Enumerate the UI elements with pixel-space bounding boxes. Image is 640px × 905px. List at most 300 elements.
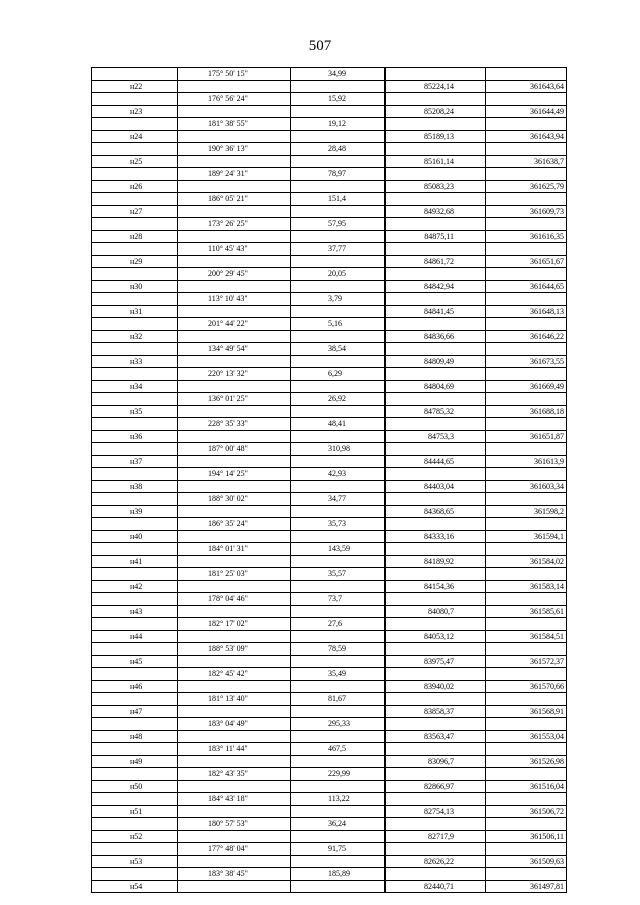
point-cell: н35 <box>92 405 178 418</box>
x-cell: 84932,68 <box>385 205 486 218</box>
y-cell <box>486 593 567 606</box>
segment-row <box>92 368 567 381</box>
distance-cell: 73,7 <box>291 593 385 606</box>
point-cell: н51 <box>92 805 178 818</box>
point-cell <box>92 193 178 206</box>
y-cell <box>486 268 567 281</box>
y-cell: 361583,14 <box>486 580 567 593</box>
point-cell: н50 <box>92 780 178 793</box>
angle-cell <box>178 380 291 393</box>
point-row <box>92 430 567 443</box>
x-cell <box>385 743 486 756</box>
x-cell <box>385 318 486 331</box>
segment-row <box>92 568 567 581</box>
point-cell: н24 <box>92 130 178 143</box>
y-cell: 361616,35 <box>486 230 567 243</box>
y-cell: 361603,34 <box>486 480 567 493</box>
point-cell <box>92 543 178 556</box>
point-row <box>92 805 567 818</box>
segment-row <box>92 143 567 156</box>
angle-cell: 201° 44' 22" <box>178 318 291 331</box>
distance-cell: 26,92 <box>291 393 385 406</box>
y-cell <box>486 318 567 331</box>
angle-cell: 184° 01' 31" <box>178 543 291 556</box>
y-cell: 361553,04 <box>486 730 567 743</box>
segment-row <box>92 793 567 806</box>
point-row <box>92 605 567 618</box>
segment-row <box>92 618 567 631</box>
angle-cell: 183° 38' 45" <box>178 868 291 881</box>
distance-cell: 3,79 <box>291 293 385 306</box>
x-cell <box>385 268 486 281</box>
angle-cell <box>178 80 291 93</box>
point-cell <box>92 493 178 506</box>
segment-row <box>92 768 567 781</box>
point-row <box>92 530 567 543</box>
x-cell <box>385 168 486 181</box>
point-row <box>92 80 567 93</box>
segment-row <box>92 343 567 356</box>
point-cell <box>92 843 178 856</box>
y-cell <box>486 568 567 581</box>
distance-cell <box>291 180 385 193</box>
y-cell: 361585,61 <box>486 605 567 618</box>
point-cell <box>92 618 178 631</box>
point-row <box>92 680 567 693</box>
angle-cell <box>178 505 291 518</box>
point-row <box>92 105 567 118</box>
angle-cell: 188° 53' 09" <box>178 643 291 656</box>
angle-cell: 177° 48' 04" <box>178 843 291 856</box>
y-cell: 361506,72 <box>486 805 567 818</box>
y-cell: 361651,87 <box>486 430 567 443</box>
x-cell: 84080,7 <box>385 605 486 618</box>
segment-row <box>92 843 567 856</box>
y-cell: 361497,81 <box>486 880 567 893</box>
distance-cell: 42,93 <box>291 468 385 481</box>
point-cell <box>92 668 178 681</box>
y-cell: 361572,37 <box>486 655 567 668</box>
x-cell: 83940,02 <box>385 680 486 693</box>
y-cell: 361613,9 <box>486 455 567 468</box>
point-row <box>92 730 567 743</box>
angle-cell: 188° 30' 02" <box>178 493 291 506</box>
x-cell: 85083,23 <box>385 180 486 193</box>
point-cell: н27 <box>92 205 178 218</box>
point-cell <box>92 68 178 81</box>
distance-cell: 37,77 <box>291 243 385 256</box>
distance-cell <box>291 105 385 118</box>
y-cell <box>486 543 567 556</box>
x-cell: 84804,69 <box>385 380 486 393</box>
y-cell <box>486 218 567 231</box>
distance-cell: 28,48 <box>291 143 385 156</box>
angle-cell <box>178 880 291 893</box>
distance-cell <box>291 805 385 818</box>
point-cell: н36 <box>92 430 178 443</box>
point-row <box>92 405 567 418</box>
point-cell <box>92 268 178 281</box>
point-cell: н33 <box>92 355 178 368</box>
point-cell: н46 <box>92 680 178 693</box>
segment-row <box>92 468 567 481</box>
y-cell: 361644,65 <box>486 280 567 293</box>
angle-cell <box>178 655 291 668</box>
angle-cell <box>178 580 291 593</box>
distance-cell <box>291 605 385 618</box>
point-cell <box>92 118 178 131</box>
point-row <box>92 230 567 243</box>
segment-row <box>92 243 567 256</box>
angle-cell <box>178 680 291 693</box>
x-cell <box>385 868 486 881</box>
x-cell <box>385 768 486 781</box>
distance-cell: 36,24 <box>291 818 385 831</box>
segment-row <box>92 743 567 756</box>
distance-cell <box>291 580 385 593</box>
y-cell <box>486 643 567 656</box>
point-cell <box>92 443 178 456</box>
point-row <box>92 455 567 468</box>
y-cell <box>486 693 567 706</box>
segment-row <box>92 693 567 706</box>
distance-cell: 48,41 <box>291 418 385 431</box>
point-row <box>92 205 567 218</box>
angle-cell: 178° 04' 46" <box>178 593 291 606</box>
x-cell: 82866,97 <box>385 780 486 793</box>
angle-cell: 182° 45' 42" <box>178 668 291 681</box>
distance-cell <box>291 730 385 743</box>
x-cell <box>385 368 486 381</box>
distance-cell: 295,33 <box>291 718 385 731</box>
point-cell <box>92 243 178 256</box>
angle-cell: 182° 17' 02" <box>178 618 291 631</box>
x-cell: 82717,9 <box>385 830 486 843</box>
x-cell: 84836,66 <box>385 330 486 343</box>
y-cell <box>486 743 567 756</box>
point-cell <box>92 368 178 381</box>
point-row <box>92 830 567 843</box>
distance-cell <box>291 155 385 168</box>
angle-cell <box>178 330 291 343</box>
point-cell <box>92 143 178 156</box>
point-cell: н53 <box>92 855 178 868</box>
distance-cell <box>291 505 385 518</box>
point-cell: н28 <box>92 230 178 243</box>
point-cell: н32 <box>92 330 178 343</box>
point-cell: н45 <box>92 655 178 668</box>
angle-cell <box>178 455 291 468</box>
angle-cell: 181° 25' 03" <box>178 568 291 581</box>
y-cell: 361643,94 <box>486 130 567 143</box>
y-cell: 361643,64 <box>486 80 567 93</box>
distance-cell <box>291 455 385 468</box>
angle-cell <box>178 480 291 493</box>
x-cell <box>385 593 486 606</box>
angle-cell: 183° 11' 44" <box>178 743 291 756</box>
point-cell <box>92 93 178 106</box>
angle-cell: 228° 35' 33" <box>178 418 291 431</box>
point-row <box>92 480 567 493</box>
angle-cell <box>178 730 291 743</box>
x-cell <box>385 218 486 231</box>
angle-cell: 175° 50' 15" <box>178 68 291 81</box>
point-row <box>92 780 567 793</box>
x-cell <box>385 293 486 306</box>
point-cell: н40 <box>92 530 178 543</box>
angle-cell: 190° 36' 13" <box>178 143 291 156</box>
y-cell <box>486 818 567 831</box>
distance-cell: 467,5 <box>291 743 385 756</box>
x-cell <box>385 343 486 356</box>
y-cell: 361688,18 <box>486 405 567 418</box>
point-cell <box>92 418 178 431</box>
coordinates-table <box>91 67 567 893</box>
y-cell <box>486 118 567 131</box>
y-cell <box>486 493 567 506</box>
x-cell <box>385 393 486 406</box>
x-cell: 84875,11 <box>385 230 486 243</box>
y-cell: 361644,49 <box>486 105 567 118</box>
segment-row <box>92 118 567 131</box>
y-cell <box>486 143 567 156</box>
angle-cell: 200° 29' 45" <box>178 268 291 281</box>
distance-cell <box>291 705 385 718</box>
y-cell: 361568,91 <box>486 705 567 718</box>
point-cell <box>92 593 178 606</box>
point-row <box>92 655 567 668</box>
distance-cell <box>291 80 385 93</box>
distance-cell <box>291 355 385 368</box>
distance-cell <box>291 480 385 493</box>
segment-row <box>92 818 567 831</box>
angle-cell: 110° 45' 43" <box>178 243 291 256</box>
segment-row <box>92 418 567 431</box>
point-cell <box>92 793 178 806</box>
x-cell: 85224,14 <box>385 80 486 93</box>
point-row <box>92 280 567 293</box>
distance-cell <box>291 555 385 568</box>
point-cell <box>92 643 178 656</box>
x-cell <box>385 93 486 106</box>
y-cell <box>486 868 567 881</box>
distance-cell: 15,92 <box>291 93 385 106</box>
point-row <box>92 505 567 518</box>
y-cell <box>486 768 567 781</box>
x-cell: 84189,92 <box>385 555 486 568</box>
page-number: 507 <box>308 38 332 54</box>
x-cell <box>385 668 486 681</box>
y-cell: 361673,55 <box>486 355 567 368</box>
x-cell: 84809,49 <box>385 355 486 368</box>
point-cell <box>92 818 178 831</box>
distance-cell: 35,57 <box>291 568 385 581</box>
distance-cell <box>291 305 385 318</box>
point-cell: н23 <box>92 105 178 118</box>
point-row <box>92 755 567 768</box>
x-cell: 84842,94 <box>385 280 486 293</box>
y-cell <box>486 843 567 856</box>
y-cell: 361625,79 <box>486 180 567 193</box>
segment-row <box>92 668 567 681</box>
angle-cell: 194° 14' 25" <box>178 468 291 481</box>
distance-cell: 38,54 <box>291 343 385 356</box>
segment-row <box>92 643 567 656</box>
distance-cell <box>291 330 385 343</box>
y-cell: 361526,98 <box>486 755 567 768</box>
angle-cell: 173° 26' 25" <box>178 218 291 231</box>
angle-cell <box>178 155 291 168</box>
segment-row <box>92 593 567 606</box>
x-cell <box>385 68 486 81</box>
x-cell <box>385 793 486 806</box>
y-cell: 361584,51 <box>486 630 567 643</box>
distance-cell: 57,95 <box>291 218 385 231</box>
segment-row <box>92 493 567 506</box>
angle-cell <box>178 180 291 193</box>
x-cell: 82754,13 <box>385 805 486 818</box>
angle-cell <box>178 280 291 293</box>
y-cell <box>486 343 567 356</box>
point-cell: н34 <box>92 380 178 393</box>
distance-cell <box>291 230 385 243</box>
distance-cell <box>291 255 385 268</box>
x-cell <box>385 818 486 831</box>
point-cell <box>92 293 178 306</box>
distance-cell <box>291 830 385 843</box>
x-cell <box>385 493 486 506</box>
distance-cell: 113,22 <box>291 793 385 806</box>
point-cell: н54 <box>92 880 178 893</box>
distance-cell <box>291 405 385 418</box>
x-cell <box>385 643 486 656</box>
y-cell: 361516,04 <box>486 780 567 793</box>
distance-cell <box>291 880 385 893</box>
angle-cell <box>178 405 291 418</box>
point-row <box>92 180 567 193</box>
y-cell: 361509,63 <box>486 855 567 868</box>
distance-cell <box>291 205 385 218</box>
point-cell: н42 <box>92 580 178 593</box>
angle-cell <box>178 305 291 318</box>
segment-row <box>92 193 567 206</box>
point-cell: н47 <box>92 705 178 718</box>
angle-cell: 186° 05' 21" <box>178 193 291 206</box>
point-row <box>92 880 567 893</box>
point-cell: н31 <box>92 305 178 318</box>
point-cell <box>92 318 178 331</box>
y-cell <box>486 468 567 481</box>
x-cell <box>385 468 486 481</box>
segment-row <box>92 268 567 281</box>
point-row <box>92 255 567 268</box>
distance-cell: 6,29 <box>291 368 385 381</box>
y-cell <box>486 518 567 531</box>
y-cell: 361570,66 <box>486 680 567 693</box>
distance-cell <box>291 855 385 868</box>
point-row <box>92 155 567 168</box>
y-cell <box>486 618 567 631</box>
x-cell: 85208,24 <box>385 105 486 118</box>
y-cell: 361646,22 <box>486 330 567 343</box>
point-cell <box>92 768 178 781</box>
y-cell <box>486 168 567 181</box>
distance-cell: 91,75 <box>291 843 385 856</box>
segment-row <box>92 518 567 531</box>
distance-cell <box>291 630 385 643</box>
y-cell <box>486 368 567 381</box>
point-row <box>92 305 567 318</box>
distance-cell <box>291 530 385 543</box>
distance-cell: 5,16 <box>291 318 385 331</box>
point-cell <box>92 518 178 531</box>
distance-cell <box>291 680 385 693</box>
x-cell: 84753,3 <box>385 430 486 443</box>
point-cell: н44 <box>92 630 178 643</box>
angle-cell: 183° 04' 49" <box>178 718 291 731</box>
angle-cell <box>178 805 291 818</box>
distance-cell <box>291 655 385 668</box>
distance-cell: 78,97 <box>291 168 385 181</box>
angle-cell <box>178 255 291 268</box>
x-cell: 82440,71 <box>385 880 486 893</box>
segment-row <box>92 293 567 306</box>
y-cell: 361506,11 <box>486 830 567 843</box>
x-cell: 83563,47 <box>385 730 486 743</box>
y-cell: 361651,67 <box>486 255 567 268</box>
point-cell <box>92 468 178 481</box>
point-cell <box>92 343 178 356</box>
angle-cell: 181° 38' 55" <box>178 118 291 131</box>
x-cell <box>385 568 486 581</box>
point-cell: н26 <box>92 180 178 193</box>
distance-cell: 81,67 <box>291 693 385 706</box>
y-cell <box>486 193 567 206</box>
y-cell <box>486 293 567 306</box>
point-cell <box>92 218 178 231</box>
point-cell: н43 <box>92 605 178 618</box>
segment-row <box>92 718 567 731</box>
point-cell <box>92 393 178 406</box>
x-cell <box>385 243 486 256</box>
segment-row <box>92 218 567 231</box>
angle-cell <box>178 605 291 618</box>
x-cell: 83858,37 <box>385 705 486 718</box>
y-cell <box>486 93 567 106</box>
x-cell: 84403,04 <box>385 480 486 493</box>
distance-cell <box>291 755 385 768</box>
angle-cell <box>178 205 291 218</box>
distance-cell <box>291 380 385 393</box>
point-row <box>92 855 567 868</box>
distance-cell: 34,77 <box>291 493 385 506</box>
distance-cell: 143,59 <box>291 543 385 556</box>
x-cell: 84053,12 <box>385 630 486 643</box>
distance-cell <box>291 280 385 293</box>
distance-cell: 19,12 <box>291 118 385 131</box>
distance-cell: 151,4 <box>291 193 385 206</box>
y-cell <box>486 418 567 431</box>
angle-cell <box>178 830 291 843</box>
y-cell: 361584,02 <box>486 555 567 568</box>
distance-cell: 20,05 <box>291 268 385 281</box>
segment-row <box>92 868 567 881</box>
angle-cell <box>178 555 291 568</box>
y-cell <box>486 68 567 81</box>
distance-cell: 229,99 <box>291 768 385 781</box>
angle-cell <box>178 855 291 868</box>
x-cell <box>385 543 486 556</box>
